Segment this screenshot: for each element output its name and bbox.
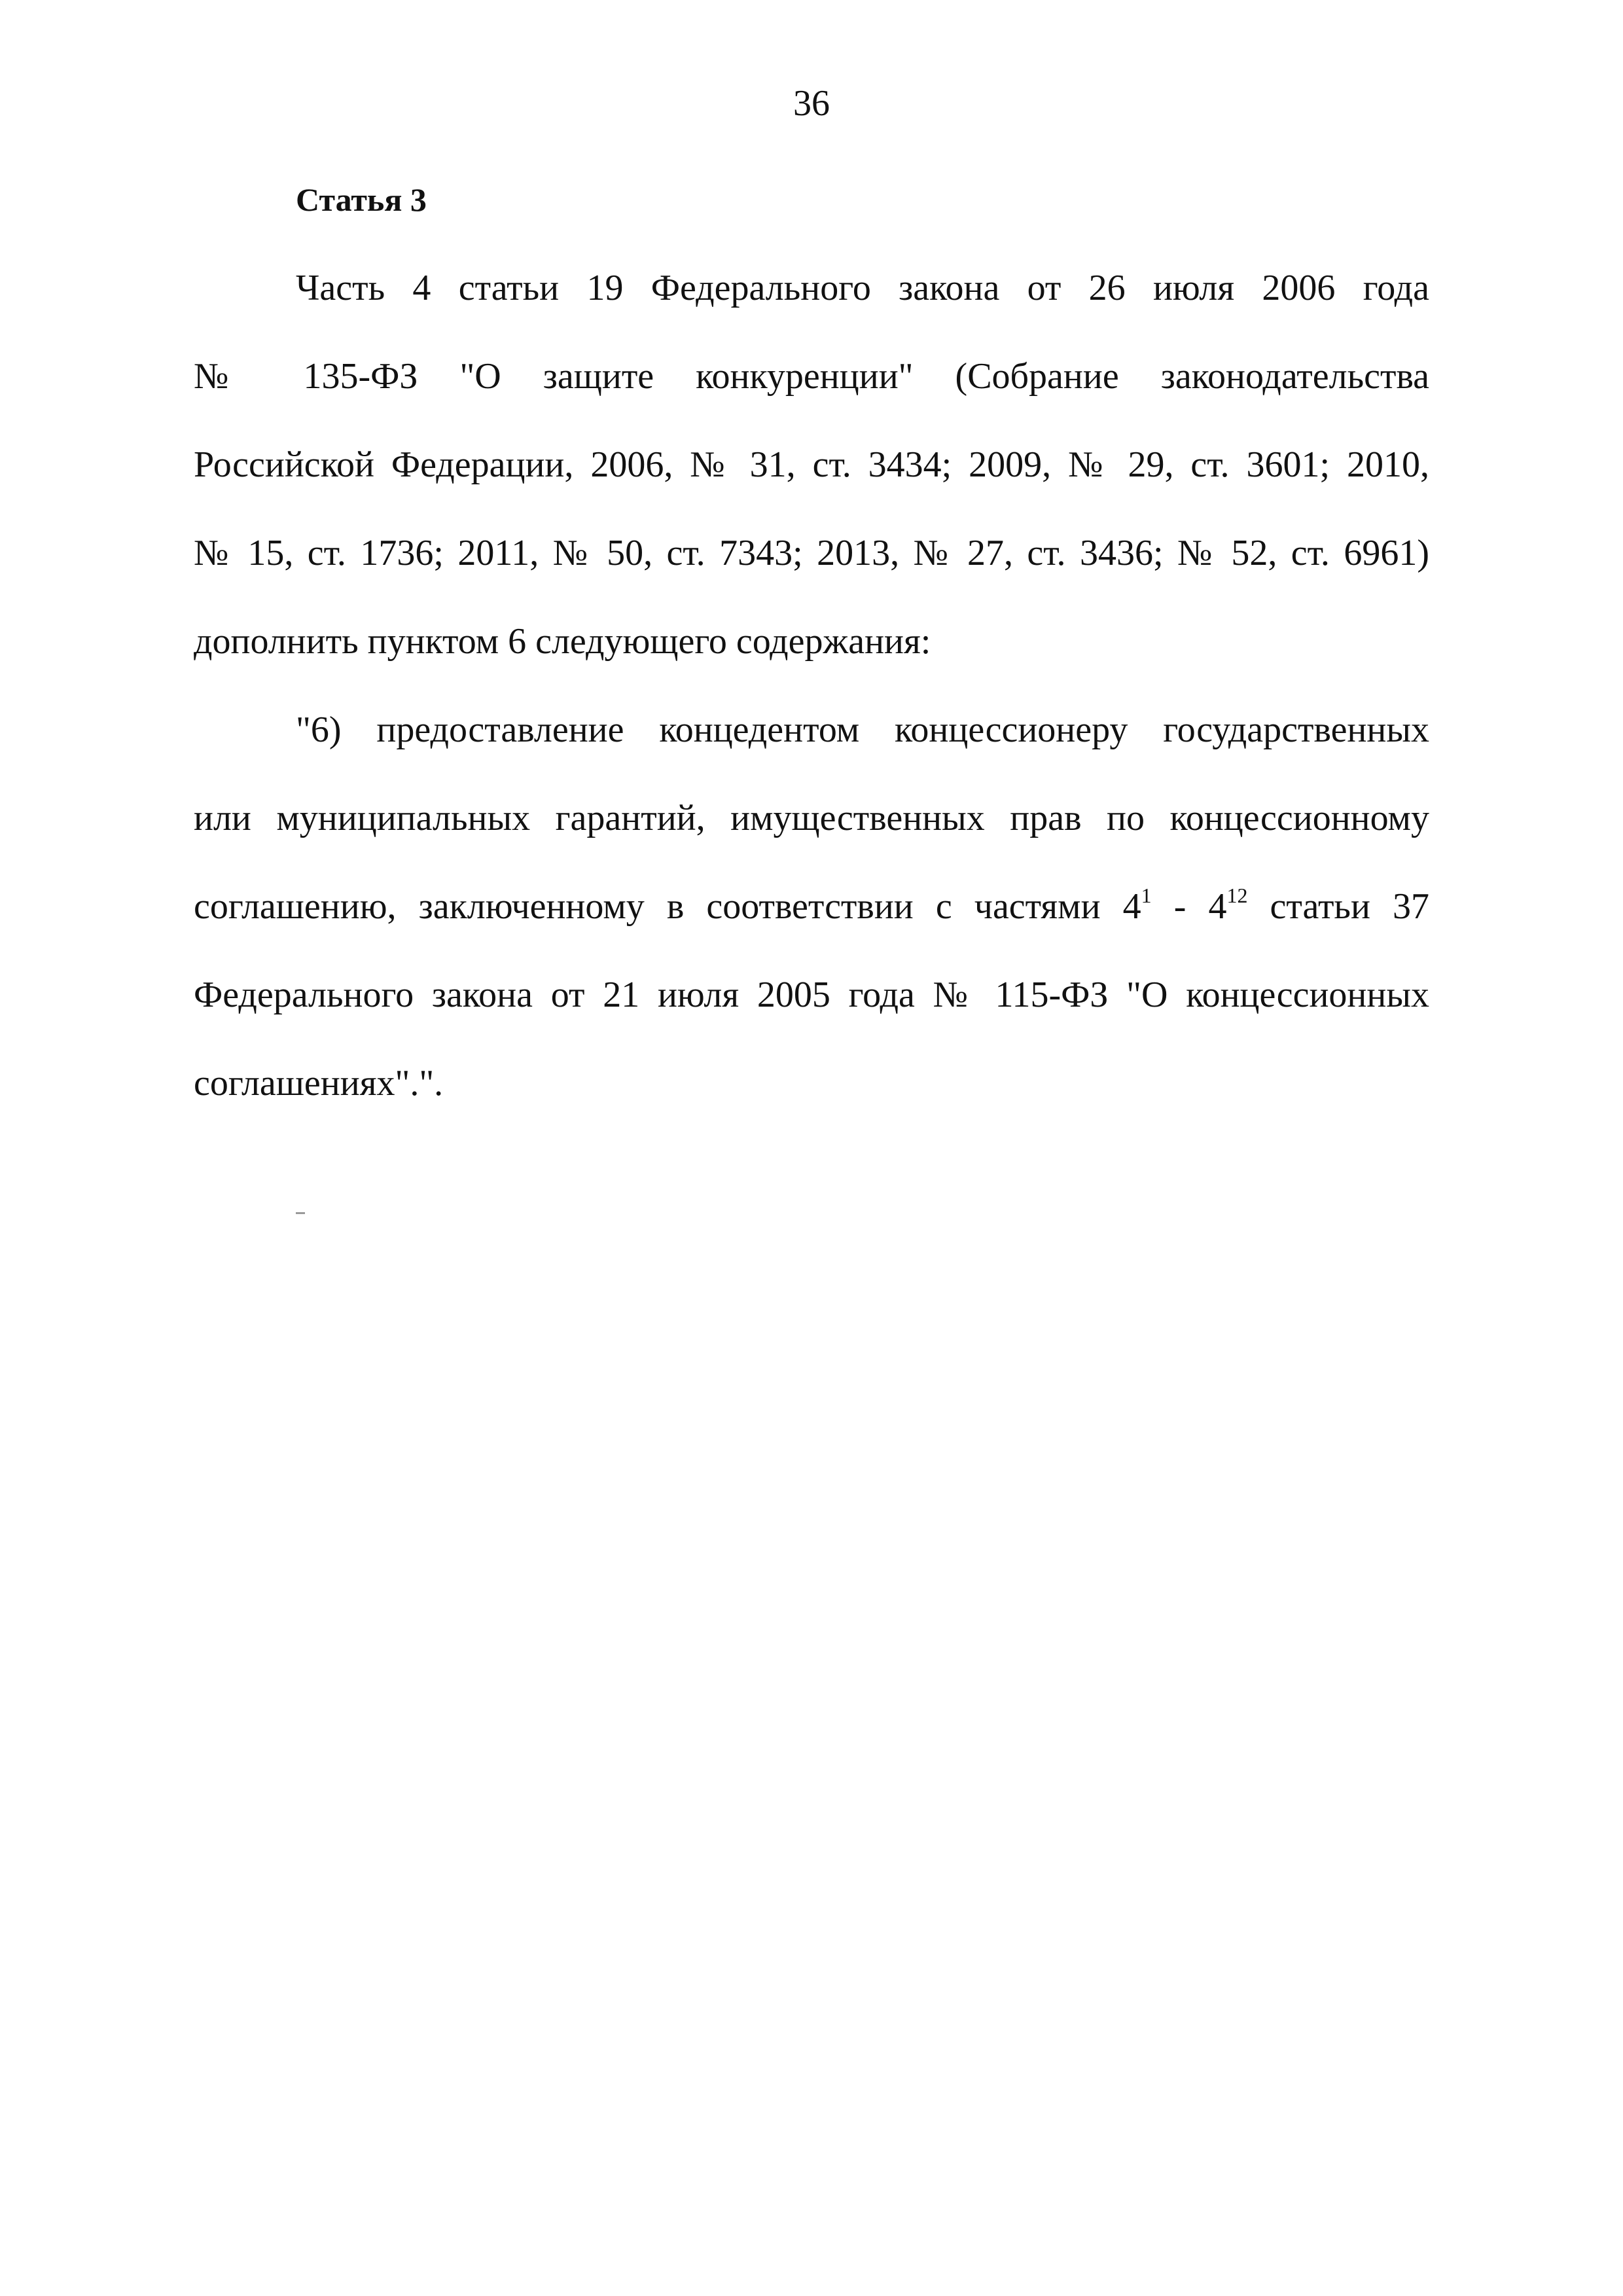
paragraph-2-line-5: соглашениях".".: [194, 1063, 444, 1103]
paragraph-2-line-2: или муниципальных гарантий, имущественных прав по концессионному: [194, 798, 1429, 838]
paragraph-2-line-1: "6) предоставление концедентом концессионеру государственных: [296, 709, 1429, 750]
line-3-text-after: статьи 37: [1247, 886, 1430, 927]
paragraph-2-line-3: [194, 880, 1429, 933]
page-number: 36: [793, 83, 830, 124]
paragraph-1-line-1: Часть 4 статьи 19 Федерального закона от 26 июля 2006 года: [296, 268, 1429, 308]
paragraph-1-line-3: Российской Федерации, 2006, № 31, ст. 3434; 2009, № 29, ст. 3601; 2010,: [194, 444, 1429, 485]
stray-dash-mark: [296, 1212, 305, 1214]
paragraph-1-line-2: № 135-ФЗ "О защите конкуренции" (Собрание законодательства: [194, 356, 1429, 397]
paragraph-1-line-5: дополнить пунктом 6 следующего содержания:: [194, 621, 931, 662]
paragraph-2-line-4: Федерального закона от 21 июля 2005 года № 115-ФЗ "О концессионных: [194, 975, 1429, 1015]
superscript-12: 12: [1226, 884, 1248, 907]
line-3-text-middle: - 4: [1151, 886, 1227, 927]
paragraph-1-line-4: № 15, ст. 1736; 2011, № 50, ст. 7343; 2013, № 27, ст. 3436; № 52, ст. 6961): [194, 533, 1429, 573]
superscript-1: 1: [1141, 884, 1152, 907]
article-heading: Статья 3: [296, 181, 427, 218]
line-3-text-before: соглашению, заключенному в соответствии с частями 4: [194, 886, 1141, 927]
